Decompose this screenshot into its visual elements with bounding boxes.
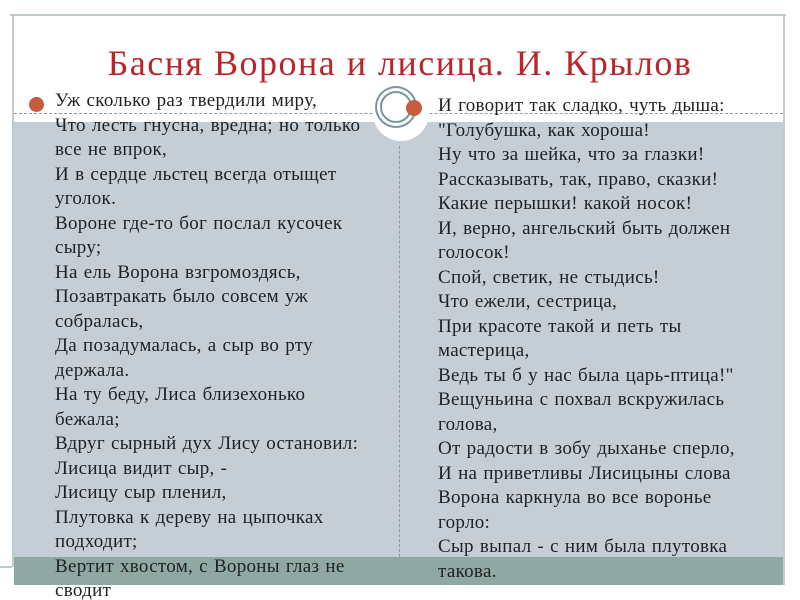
poem-line: Да позадумалась, а сыр во рту: [55, 335, 313, 356]
bullet-dot-right: [406, 100, 422, 116]
poem-line: Вороне где-то бог послал кусочек: [55, 212, 343, 234]
poem-line: уголок.: [55, 188, 117, 209]
poem-line: Уж сколько раз твердили миру,: [55, 90, 318, 111]
poem-line: все не впрок,: [55, 139, 168, 160]
frame-tick-bottom-left: [0, 566, 12, 568]
frame-line-top: [10, 14, 786, 16]
poem-line: мастерица,: [438, 340, 530, 361]
poem-line: Что ежели, сестрица,: [438, 291, 618, 312]
poem-line: сыру;: [55, 237, 102, 258]
poem-line: Лисица видит сыр, -: [55, 457, 228, 479]
poem-line: собралась,: [55, 310, 144, 332]
poem-line: подходит;: [55, 531, 138, 552]
poem-line: Что лесть гнусна, вредна; но только: [55, 114, 361, 136]
bullet-dot-left: [29, 97, 44, 112]
poem-line: голосок!: [438, 242, 510, 263]
poem-line: Рассказывать, так, право, сказки!: [438, 168, 719, 190]
poem-line: И говорит так сладко, чуть дыша:: [438, 95, 725, 116]
slide-title: Басня Ворона и лисица. И. Крылов: [107, 43, 693, 83]
poem-line: Вещуньина с похвал вскружилась: [438, 389, 725, 410]
poem-line: Вдруг сырный дух Лису остановил:: [55, 433, 359, 454]
poem-line: Ну что за шейка, что за глазки!: [438, 144, 705, 165]
poem-line: сводит: [55, 580, 112, 600]
poem-line: И, верно, ангельский быть должен: [438, 217, 731, 239]
poem-line: держала.: [55, 359, 130, 381]
poem-column-left: [55, 89, 400, 600]
poem-line: бежала;: [55, 408, 120, 430]
poem-line: Какие перышки! какой носок!: [438, 193, 693, 214]
poem-line: От радости в зобу дыханье сперло,: [438, 438, 735, 459]
poem-line: Спой, светик, не стыдись!: [438, 266, 660, 288]
poem-line: Плутовка к дереву на цыпочках: [55, 506, 324, 528]
poem-line: Лисицу сыр пленил,: [55, 482, 227, 503]
poem-line: На ту беду, Лиса близехонько: [55, 384, 306, 405]
poem-line: Позавтракать было совсем уж: [55, 286, 309, 307]
poem-line: голова,: [438, 413, 498, 435]
poem-line: На ель Ворона взгромоздясь,: [55, 261, 301, 283]
poem-line: Ворона каркнула во все воронье: [438, 487, 712, 508]
poem-line: такова.: [438, 560, 497, 582]
frame-line-left: [12, 14, 14, 567]
poem-line: Вертит хвостом, с Вороны глаз не: [55, 555, 345, 577]
frame-line-right: [783, 14, 785, 585]
poem-line: горло:: [438, 511, 491, 533]
poem-line: "Голубушка, как хороша!: [438, 119, 650, 141]
poem-line: И на приветливы Лисицыны слова: [438, 462, 731, 484]
poem-column-right: [438, 94, 778, 584]
poem-line: Сыр выпал - с ним была плутовка: [438, 536, 728, 557]
poem-line: И в сердце льстец всегда отыщет: [55, 163, 337, 185]
poem-line: Ведь ты б у нас была царь-птица!": [438, 364, 734, 386]
poem-line: При красоте такой и петь ты: [438, 315, 682, 337]
